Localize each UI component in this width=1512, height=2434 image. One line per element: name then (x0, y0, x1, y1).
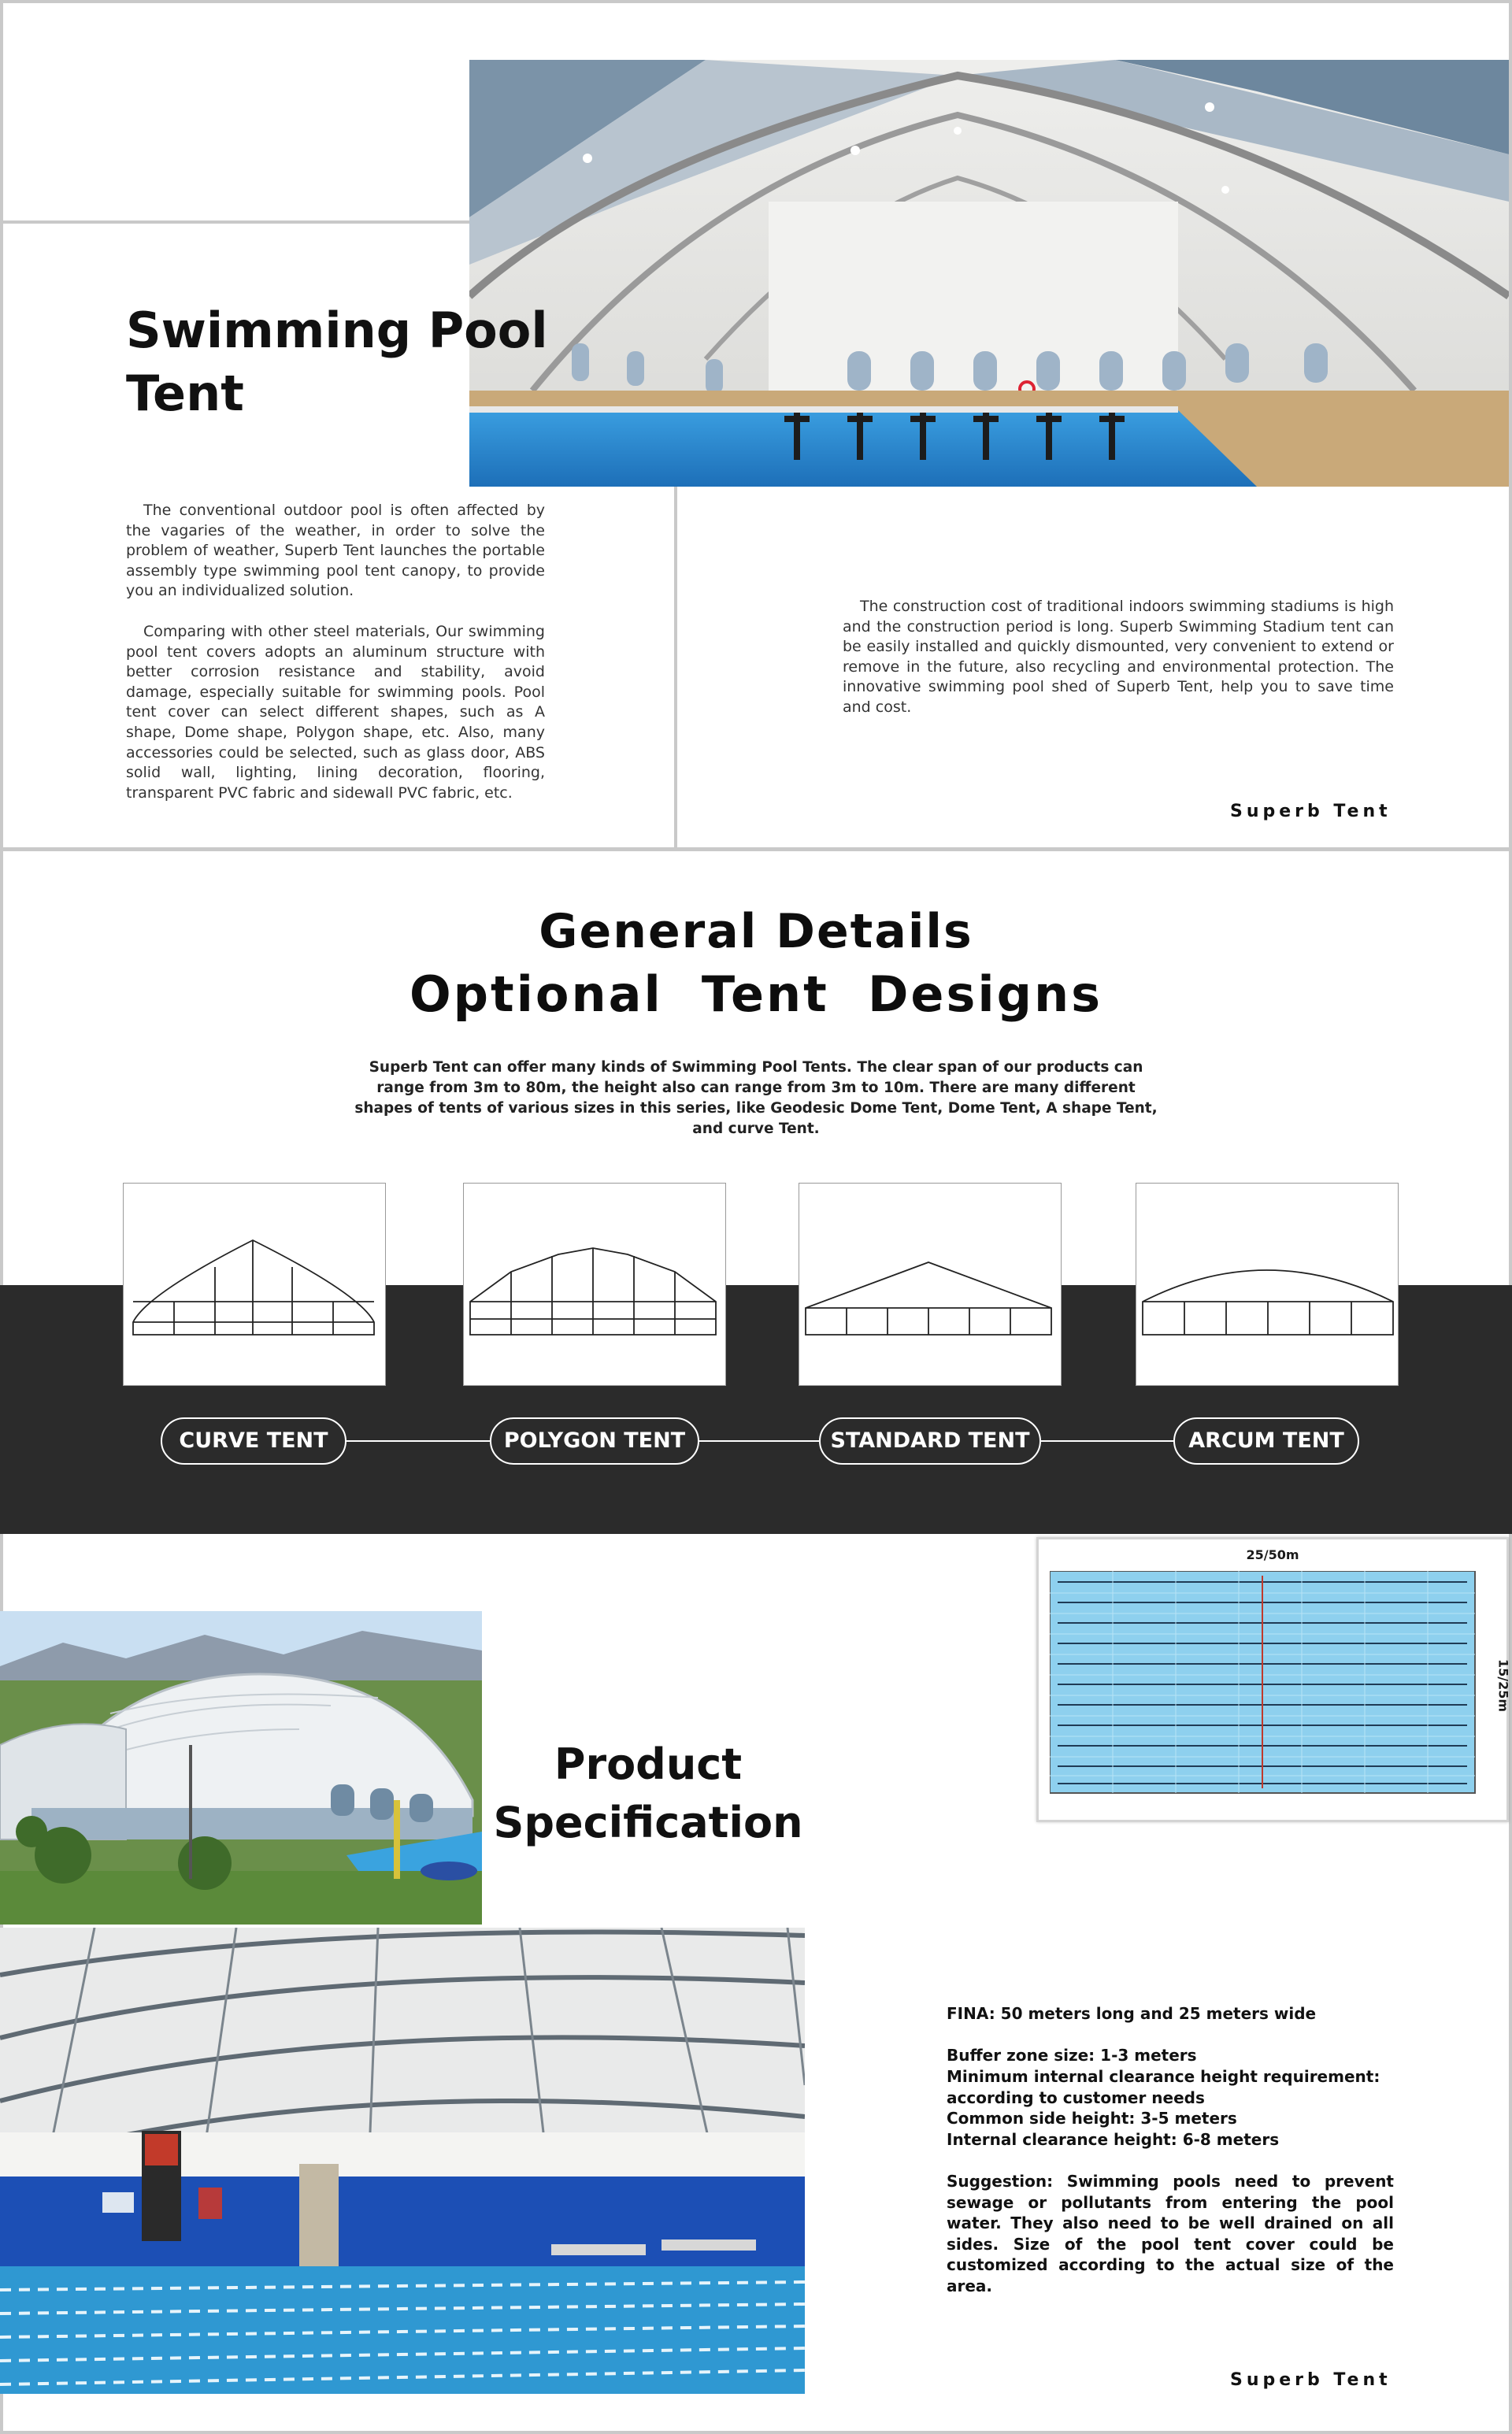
hero-pool-tent-interior-photo (469, 60, 1509, 487)
section2-title-line1: General Details (539, 904, 973, 959)
spec-suggestion: Suggestion: Swimming pools need to prevent sewage or pollutants from entering the pool water. They also need to be well drained on all sides. Size of the pool tent cover could be customized according to the actual size of the area. (947, 2172, 1394, 2295)
section2-title-line2: Optional Tent Designs (409, 965, 1103, 1023)
pool-plan-length-label: 25/50m (1246, 1547, 1299, 1562)
pill-connector-3 (1040, 1440, 1175, 1442)
section3-brand: Superb Tent (1230, 2370, 1392, 2390)
arcum-tent-icon (1136, 1184, 1399, 1387)
pill-connector-2 (698, 1440, 821, 1442)
spec-min-clearance-height: Minimum internal clearance height requirement: according to customer needs (947, 2067, 1380, 2107)
design-label-arcum-tent: ARCUM TENT (1173, 1417, 1359, 1465)
section1-paragraph-2: Comparing with other steel materials, Our swimming pool tent covers adopts an aluminum structure with better corrosion resistance and stability, avoid damage, especially suitable for swimming pools. Pool tent cover can select different shapes, such as A shape, Dome shape, Polygon shape, etc. Also, many accessories could be selected, such as glass door, ABS solid wall, lighting, lining decoration, flooring, transparent PVC fabric and sidewall PVC fabric, etc. (126, 623, 545, 802)
section1-paragraph-3: The construction cost of traditional indoors swimming stadiums is high and the construction period is long. Superb Swimming Stadium tent can be easily installed and quickly dismounted, very convenient to extend or remove in the future, also recycling and environmental protection. The innovative swimming pool shed of Superb Tent, help you to save time and cost. (843, 598, 1394, 716)
section1-title-line1: Swimming Pool (126, 302, 548, 359)
standard-tent-icon (799, 1184, 1062, 1387)
section3-title-line1: Product (554, 1739, 743, 1789)
spec-buffer-zone: Buffer zone size: 1-3 meters (947, 2046, 1197, 2065)
section2-description: Superb Tent can offer many kinds of Swimming Pool Tents. The clear span of our products can range from 3m to 80m, the height also can range from 3m to 10m. There are many different shapes of tents of various sizes in this series, like Geodesic Dome Tent, Dome Tent, A shape Tent, and curve Tent. (354, 1059, 1158, 1137)
spec-fina: FINA: 50 meters long and 25 meters wide (947, 2004, 1317, 2023)
outdoor-pool-tent-photo (0, 1611, 482, 1925)
section1-title (126, 299, 548, 425)
section1-bottom-rule (0, 847, 1512, 851)
design-card-standard (799, 1183, 1062, 1386)
pool-plan-width-label: 15/25m (1495, 1658, 1511, 1713)
design-label-polygon-tent: POLYGON TENT (490, 1417, 699, 1465)
pool-lanes-icon (1050, 1571, 1491, 1807)
outer-border-top (0, 0, 1512, 3)
design-card-polygon (463, 1183, 726, 1386)
design-card-curve (123, 1183, 386, 1386)
section1-brand: Superb Tent (1230, 802, 1392, 821)
pill-connector-1 (345, 1440, 491, 1442)
outer-border-right (1509, 0, 1512, 2434)
section1-paragraph-1: The conventional outdoor pool is often affected by the vagaries of the weather, in order to solve the problem of weather, Superb Tent launches the portable assembly type swimming pool tent canopy, to provide you an individualized solution. (126, 502, 545, 600)
section1-title-line2: Tent (126, 365, 244, 422)
section3-title (487, 1736, 810, 1852)
spec-internal-clearance-height: Internal clearance height: 6-8 meters (947, 2130, 1280, 2149)
polygon-tent-icon (464, 1184, 727, 1387)
curve-tent-icon (124, 1184, 387, 1387)
pool-plan-diagram (1036, 1537, 1509, 1822)
design-label-standard-tent: STANDARD TENT (819, 1417, 1041, 1465)
section3-title-line2: Specification (493, 1798, 803, 1847)
design-card-arcum (1136, 1183, 1399, 1386)
design-label-curve-tent: CURVE TENT (161, 1417, 346, 1465)
spec-common-side-height: Common side height: 3-5 meters (947, 2109, 1237, 2128)
outer-border-bottom (0, 2431, 1512, 2434)
indoor-pool-tent-photo (0, 1928, 805, 2394)
